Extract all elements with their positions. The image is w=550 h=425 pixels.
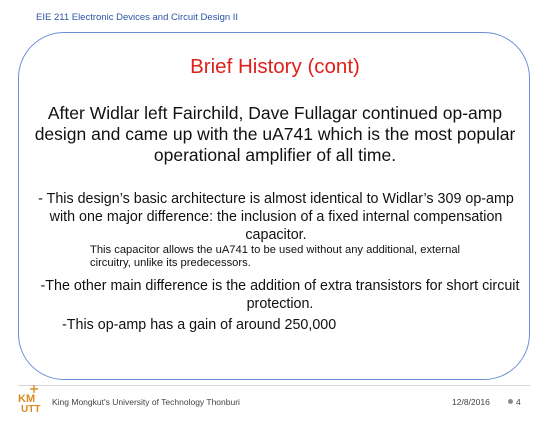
logo-text-top: KM bbox=[18, 393, 36, 405]
course-header: EIE 211 Electronic Devices and Circuit Design II bbox=[36, 12, 239, 23]
bullet-short-circuit: -The other main difference is the addition of extra transistors for short circuit protection. bbox=[40, 278, 520, 312]
slide-title: Brief History (cont) bbox=[190, 55, 360, 78]
slide-date: 12/8/2016 bbox=[452, 397, 490, 407]
bullet-gain: -This op-amp has a gain of around 250,000 bbox=[62, 317, 337, 333]
university-logo bbox=[17, 384, 45, 414]
lead-paragraph: After Widlar left Fairchild, Dave Fullagar continued op-amp design and came up with the uA741 which is the most popular operational amplifier of all time. bbox=[34, 103, 516, 165]
sub-bullet-capacitor: This capacitor allows the uA741 to be used without any additional, external circuitry, unlike its predecessors. bbox=[90, 244, 461, 269]
page-number: 4 bbox=[516, 397, 521, 407]
logo-text-bottom: UTT bbox=[21, 404, 41, 414]
university-name: King Mongkut's University of Technology Thonburi bbox=[52, 397, 240, 407]
footer-divider bbox=[18, 385, 530, 386]
footer-dot-icon bbox=[508, 399, 513, 404]
bullet-architecture: - This design’s basic architecture is almost identical to Widlar’s 309 op-amp with one major difference: the inclusion of a fixed internal compensation capacitor. bbox=[38, 191, 514, 243]
